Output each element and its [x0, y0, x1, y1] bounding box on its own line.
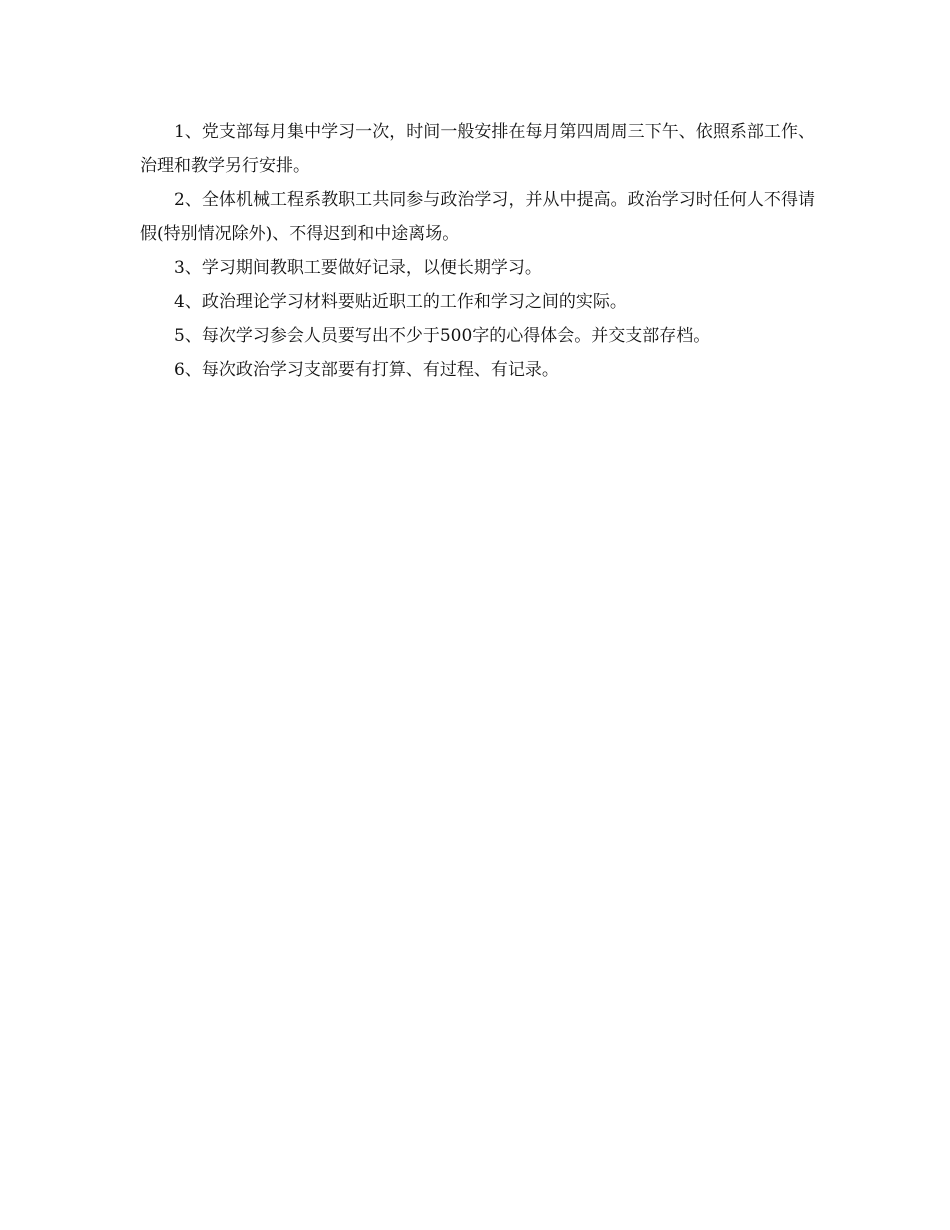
paragraph-1: 1、党支部每月集中学习一次，时间一般安排在每月第四周周三下午、依照系部工作、治理和教学另行安排。	[140, 122, 815, 176]
paragraph-6: 6、每次政治学习支部要有打算、有过程、有记录。	[174, 360, 559, 380]
paragraph-5: 5、每次学习参会人员要写出不少于500字的心得体会。并交支部存档。	[174, 326, 711, 346]
paragraph-3: 3、学习期间教职工要做好记录，以便长期学习。	[174, 258, 542, 278]
document-body	[140, 115, 815, 387]
paragraph-2: 2、全体机械工程系教职工共同参与政治学习，并从中提高。政治学习时任何人不得请假(特别情况除外)、不得迟到和中途离场。	[140, 190, 815, 244]
paragraph-4: 4、政治理论学习材料要贴近职工的工作和学习之间的实际。	[174, 292, 627, 312]
